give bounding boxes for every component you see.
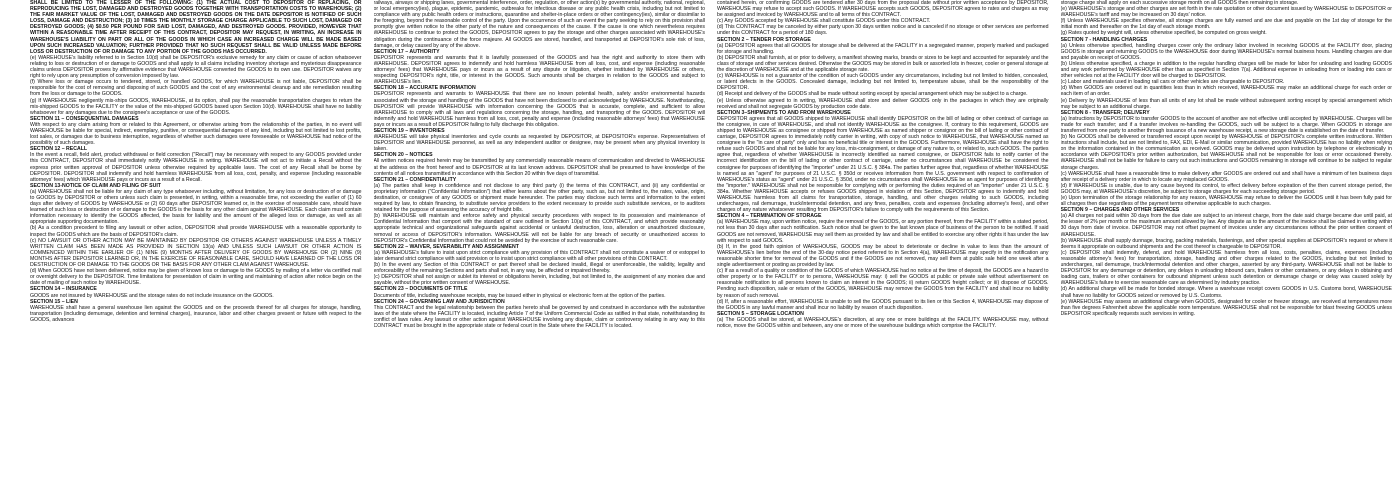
clause-paragraph: (c) DEPOSITOR shall not assign or sublet its interest or obligations herein, including, but not limited to, the assignment of any monies due and payable, without the prior written consent of WAREHOUSE. — [373, 274, 705, 287]
section-heading: SECTION 3–SHIPMENTS TO AND FROM WAREHOUSE — [717, 109, 851, 116]
clause-paragraph: (c) WAREHOUSE is not a guarantor of the condition of such GOODS under any circumstances, including but not limited to hidden, concealed, or latent defects in the GOODS. Concealed damage, including but not limited to, temperature abuse, shall be the responsibility of the DEPOSITOR. — [717, 73, 1049, 92]
clause-paragraph: (c) DEPOSITOR shall indemnify, defend, and hold WAREHOUSE harmless from all loss, costs, penalties, claims, expenses (including reasonable attorney's fees) for transportation, storage, handling and other charges related to the GOODS, including but not limited to undercharges, rail demurrage, truck/intermodal detention and other charges, asserted by any third-party. WAREHOUSE shall not be liable to DEPOSITOR for any demurrage or detention, any delays in unloading inbound cars, trailers or other containers, or any delays in obtaining and loading cars, trailers or other containers for outbound shipment unless such detention or demurrage charge or delay was caused solely by WAREHOUSE's failure to exercise reasonable care as determined by industry practice. — [1060, 249, 1392, 287]
terms-column-4 — [1061, 0, 1393, 500]
section-heading: SECTION 5 – STORAGE LOCATION — [717, 310, 804, 317]
clause-paragraph: (b) In the event any Section of this CONTRACT or part thereof shall be declared invalid, illegal or unenforceable, the validity, legality and enforceability of the remaining Sections and parts shall not, in any way, be affected or impaired thereby. — [373, 262, 705, 275]
terms-column-2 — [374, 0, 706, 500]
section-heading: SECTION 15 – LIEN — [30, 298, 78, 305]
section-heading: SECTION 22 – WAIVER, SEVERABILITY AND ASSIGNMENT — [373, 243, 519, 250]
terms-column-3 — [717, 0, 1049, 500]
clause-paragraph: railways, airways or shipping lanes, governmental interference, order, regulation, or other action(s) by governmental authority, national, regional, or local emergency(ies), plague, epidemic, pandemic, outbreaks for infectious disease or any public health crisis, including but not limited to compliance with any public health orders or instructions, quarantine and shelter-in-place orders or other contingency(ies), similar or dissimilar to the foregoing, beyond the reasonable control of the party. Upon the occurrence of such an event the party seeking to rely on this provision shall promptly give written notice to the other party of the nature and consequences of the cause. If the cause is one which nevertheless requires WAREHOUSE to continue to protect the GOODS, DEPOSITOR agrees to pay the storage and other charges associated with WAREHOUSE's obligation during the continuance of the force majeure. All GOODS are stored, handled, and transported at DEPOSITOR's sole risk of loss, damage, or delay caused by any of the above. — [373, 0, 705, 49]
clause-paragraph: (a) WAREHOUSE may, upon written notice, require the removal of the GOODS, or any portion thereof, from the FACILITY within a stated period, not less than 30 days after such notification. Such notice shall be given to the last known place of business of the person to be notified. If said GOODS are not removed, WAREHOUSE may sell them as provided by law and shall be entitled to exercise any other rights it has under the law with respect to said GOODS. — [717, 219, 1049, 244]
clause-paragraph: (c) Any GOODS accepted by WAREHOUSE shall constitute GOODS under this CONTRACT. — [717, 18, 931, 25]
clause-paragraph: (b) WAREHOUSE will maintain and enforce safety and physical security procedures with respect to its possession and maintenance of Confidential Information that comport with the standard of care outlined in Section 10(a) of this CONTRACT, and which provide reasonably appropriate technical and organizational safeguards against accidental or unlawful destruction, loss, alteration or unauthorized disclosure, removal or access of DEPOSITOR's information. WAREHOUSE will not be liable for any breach of security or unauthorized access to DEPOSITOR's Confidential Information that could not be avoided by the exercise of such reasonable care. — [373, 213, 705, 244]
clause-paragraph: (d) When GOODS have not been delivered, notice may be given of known loss or damage to the GOODS by mailing of a letter via certified mail or overnight delivery to the DEPOSITOR. Time limitations for presentation of claim in writing and maintaining of action after notice begin on the date of mailing of such notice by WAREHOUSE. — [30, 268, 362, 287]
section-heading: SECTION 2 – TENDER FOR STORAGE — [717, 36, 811, 43]
section-heading: SECTION 23 – DOCUMENTS OF TITLE — [373, 286, 468, 293]
clause-paragraph: contained herein, or confirming GOODS are tendered after 30 days from the proposal date without prior written acceptance by DEPOSITOR, WAREHOUSE may refuse to accept such GOODS. If WAREHOUSE accepts such GOODS, DEPOSITOR agrees to rates and charges as may be assigned and invoiced by WAREHOUSE and to all terms of this CONTRACT. — [717, 0, 1049, 19]
clause-paragraph: (f) Unless WAREHOUSE specifies otherwise, all storage charges are fully earned and are due and payable on the 1st day of storage for the initial month and thereafter on the 1st day of each storage month. — [1060, 18, 1392, 31]
clause-paragraph: DEPOSITOR represents and warrants that it is lawfully possessed of the GOODS and has the right and authority to store them with WAREHOUSE. DEPOSITOR agrees to indemnify and hold harmless WAREHOUSE from all loss, cost, and expense (including reasonable attorneys' fees) that WAREHOUSE pays or incurs as a result of any dispute or litigation, whether instituted by WAREHOUSE or others, respecting DEPOSITOR's right, title, or interest in the GOODS. Such amounts shall be charges in relation to the GOODS and subject to WAREHOUSE's lien. — [373, 54, 705, 86]
liability-limit-clause: SHALL BE LIMITED TO THE LESSER OF THE FOLLOWING: (1) THE ACTUAL COST TO DEPOSITOR OF REPLACING, OR REPRODUCING THE LOST, DAMAGED AND DESTROYED GOODS TOGETHER WITH TRANSPORTATION COSTS TO WAREHOUSE; (2) THE FAIR MARKET VALUE OF THE LOST, DAMAGED AND DESTROYED GOODS ON THE DATE DEPOSITOR IS NOTIFIED OF SUCH LOSS, DAMAGE AND DESTRUCTION; (3) 10 TIMES THE MONTHLY STORAGE CHARGE APPLICABLE TO SUCH LOST, DAMAGED OR DESTROYED GOODS; (4) $0.50 PER POUND FOR SAID LOST, DAMAGED, AND DESTROYED GOODS. PROVIDED, HOWEVER THAT WITHIN A REASONABLE TIME AFTER RECEIPT OF THIS CONTRACT, DEPOSITOR MAY REQUEST, IN WRITING, AN INCREASE IN WAREHOUSE'S LIABILITY ON PART OR ALL OF THE GOODS IN WHICH CASE AN INCREASED CHARGE WILL BE MADE BASED UPON SUCH INCREASED VALUATION; FURTHER PROVIDED THAT NO SUCH REQUEST SHALL BE VALID UNLESS MADE BEFORE LOSS OR DESTRUCTION OF OR DAMAGE TO ANY PORTION OF THE GOODS HAS OCCURRED. — [30, 0, 362, 55]
clause-paragraph: (d) If, after a reasonable effort, WAREHOUSE is unable to sell the GOODS pursuant to its lien or this Section 4, WAREHOUSE may dispose of the GOODS in any lawful manner and shall incur no liability by reason of such disposition. — [717, 298, 1049, 311]
clause-paragraph: (d) If WAREHOUSE is unable, due to any cause beyond its control, to effect delivery before expiration of the then current storage period, the GOODS may, at WAREHOUSE's discretion, be subject to storage charges for each succeeding storage period. — [1060, 182, 1392, 195]
clause-paragraph: DEPOSITOR represents and warrants to WAREHOUSE that there are no known potential health, safety and/or environmental hazards associated with the storage and handling of the GOODS that have not been disclosed to and acknowledged by WAREHOUSE. Notwithstanding, DEPOSITOR will provide WAREHOUSE with information concerning the GOODS that is accurate, complete, and sufficient to allow WAREHOUSE to comply with all laws and regulations concerning the storage, handling, and transporting of the GOODS. DEPOSITOR will indemnify and hold WAREHOUSE harmless from all loss, cost, penalty and expense (including reasonable attorneys' fees) that WAREHOUSE pays or incurs as a result of DEPOSITOR failing to fully discharge this obligation. — [373, 91, 705, 128]
clause-paragraph: All written notices required herein may be transmitted by any commercially reasonable means of communication and directed to WAREHOUSE at the address on the front hereof and to DEPOSITOR at its last known address. DEPOSITOR shall be presumed to have knowledge of the contents of all notices transmitted in accordance with this Section 20 within five days of transmittal. — [373, 158, 705, 177]
section-heading: SECTION 20 – NOTICES — [373, 152, 433, 159]
section-heading: SECTION 12 – RECALL — [30, 146, 88, 153]
section-heading: SECTION 9 – CHARGES AND OTHER SERVICES — [1060, 207, 1180, 214]
clause-paragraph: (b) Unless otherwise specified, a charge in addition to the regular handling charges will be made for labor for unloading and loading GOODS and any work performed by WAREHOUSE other than as specified in Section 7(a). Additional expense in unloading from or loading into cars or other vehicles not at the FACILITY door will be charged to DEPOSITOR. — [1060, 60, 1392, 80]
clause-paragraph: (d) Receipt and delivery of the GOODS shall be made without sorting except by special arrangement which may be subject to a charge. — [717, 91, 1028, 98]
clause-paragraph: (d) This CONTRACT may be canceled by either party upon 30 days written notice and is canceled if no storage or other services are performed under this CONTRACT for a period of 180 days. — [717, 24, 1049, 37]
clause-paragraph: (c) NO LAWSUIT OR OTHER ACTION MAY BE MAINTAINED BY DEPOSITOR OR OTHERS AGAINST WAREHOUSE UNLESS A TIMELY WRITTEN CLAIM HAS BEEN MADE AS PROVIDED IN SECTION 13(a) AND UNLESS SUCH LAWSUIT OR OTHER ACTION IS COMMENCED WITHIN THE EARLIER OF (1) NINE (9) MONTHS AFTER DELIVERY OF GOODS BY WAREHOUSE OR (2) NINE (9) MONTHS AFTER DEPOSITOR LEARNED OR, IN THE EXERCISE OF REASONABLE CARE, SHOULD HAVE LEARNED OF THE LOSS OR DESTRUCTION OF OR DAMAGE TO THE GOODS OR THE BASIS FOR ANY OTHER CLAIM AGAINST WAREHOUSE. — [30, 237, 362, 269]
clause-paragraph: Documents of title, including warehouse receipts, may be issued either in physical or electronic form at the option of the parties. — [373, 292, 666, 299]
clause-paragraph: (g) If WAREHOUSE negligently mis-ships GOODS, WAREHOUSE, at its option, shall pay the reasonable transportation charges to return the mis-shipped GOODS to the FACILITY or the value of the mis-shipped GOODS based upon Section 10(d). WAREHOUSE shall have no liability whatsoever for any damages due to the consignee's acceptance or use of the GOODS. — [30, 97, 362, 116]
clause-paragraph: (c) If as a result of a quality or condition of the GOODS of which WAREHOUSE had no notice at the time of deposit, the GOODS are a hazard to other property or to the FACILITY or to persons, WAREHOUSE may: i) sell the GOODS at public or private sale without advertisement on reasonable notification to all persons known to claim an interest in the GOODS; ii) return GOODS freight collect; or iii) dispose of GOODS. Pending such disposition, sale or return of the GOODS, WAREHOUSE may remove the GOODS from the FACILITY and shall incur no liability by reason of such removal. — [717, 268, 1049, 299]
section-heading: SECTION 4 – TERMINATION OF STORAGE — [717, 213, 822, 220]
clause-paragraph: (e) WAREHOUSE may assess an additional charge when GOODS, designated for cooler or freezer storage, are received at temperatures more than five degrees Fahrenheit above the applicable room temperature. WAREHOUSE shall not be responsible for blast freezing GOODS unless DEPOSITOR specifically requests such services in writing. — [1060, 298, 1392, 317]
section-heading: SECTION 24 – GOVERNING LAW AND JURISDICTION — [373, 298, 505, 305]
clause-paragraph: (e) Unless otherwise agreed to in writing, WAREHOUSE shall store and deliver GOODS only in the packages in which they are originally received and shall not segregate GOODS by production code date. — [717, 97, 1049, 110]
clause-paragraph: (d) An additional charge will be made for bonded storage. Where a warehouse receipt covers GOODS in U.S. Customs bond, WAREHOUSE shall have no liability for GOODS seized or removed by U.S. Customs. — [1060, 286, 1392, 299]
clause-paragraph: With respect to any claim arising from or related to this Agreement, or otherwise arising from the relationship of the parties, in no event will WAREHOUSE be liable for special, indirect, exemplary, punitive, or consequential damages of any kind, including but not limited to lost profits, lost sales, or damages due to business interruption, regardless of whether such damages were foreseeable or WAREHOUSE had notice of the possibility of such damages. — [30, 121, 362, 147]
clause-paragraph: In the event a recall, field alert, product withdrawal or field correction ("Recall") may be necessary with respect to any GOODS provided under this CONTRACT, DEPOSITOR shall immediately notify WAREHOUSE in writing. WAREHOUSE will not act to initiate a Recall without the express prior written approval of DEPOSITOR unless otherwise required by applicable laws. The cost of any Recall shall be borne by DEPOSITOR. DEPOSITOR shall indemnify and hold harmless WAREHOUSE from all loss, cost, penalty, and expense (including reasonable attorneys' fees) which WAREHOUSE pays or incurs as a result of a Recall. — [30, 152, 362, 183]
clause-paragraph: (b) No GOODS shall be delivered or transferred except upon receipt by WAREHOUSE of DEPOSITOR's complete written instructions. Written instructions shall include, but are not limited to, FAX, EDI, E-Mail or similar communication, provided WAREHOUSE has no liability when relying on the information contained in the communication as received. GOODS may be delivered upon instruction by telephone or electronically in accordance with DEPOSITOR's prior written authorization, but WAREHOUSE shall not be responsible for loss or error occasioned thereby. WAREHOUSE shall not be liable for failure to carry out such instructions and GOODS remaining in storage will continue to be subject to regular storage charges. — [1060, 134, 1392, 171]
clause-paragraph: (b) DEPOSITOR shall furnish, at or prior to delivery, a manifest showing marks, brands or sizes to be kept and accounted for separately and the class of storage and other services desired. Otherwise the GOODS may be stored in bulk or assorted lots in freezer, cooler or general storage at the discretion of WAREHOUSE and at the applicable storage rate. — [717, 54, 1049, 74]
clause-paragraph: (a) Instructions by DEPOSITOR to transfer GOODS to the account of another are not effective until accepted by WAREHOUSE. Charges will be made for each transfer; and if a transfer involves re-handling the GOODS, such will be subject to a charge. When GOODS in storage are transferred from one party to another through issuance of a new warehouse receipt, a new storage date is established on the date of transfer. — [1060, 115, 1392, 134]
clause-paragraph: (b) As a condition precedent to filing any lawsuit or other action, DEPOSITOR shall provide WAREHOUSE with a reasonable opportunity to inspect the GOODS which are the basis of DEPOSITOR's claim. — [30, 225, 362, 238]
section-heading: SECTION 18 – ACCURATE INFORMATION — [373, 85, 476, 92]
clause-paragraph: (e) WAREHOUSE's liability referred to in Section 10(d) shall be DEPOSITOR's exclusive remedy for any claim or cause of action whatsoever relating to loss or destruction of or damage to GOODS and shall apply to all claims including inventory shortage and mysterious disappearance claims unless DEPOSITOR proves by affirmative evidence that WAREHOUSE converted the GOODS to its own use. DEPOSITOR waives any right to rely upon any presumption of conversion imposed by law. — [30, 54, 362, 80]
clause-paragraph: (g) Rates quoted by weight will, unless otherwise specified, be computed on gross weight. — [1060, 30, 1267, 37]
clause-paragraph: (b) WAREHOUSE shall supply dunnage, bracing, packing materials, fastenings, and other special supplies at DEPOSITOR's request or where it deems it appropriate on outbound shipments and the cost thereof is chargeable to DEPOSITOR. — [1060, 237, 1392, 250]
clause-paragraph: (e) WAREHOUSE's storage and other charges are set forth in the rate quotation or other document issued by WAREHOUSE to DEPOSITOR or WAREHOUSE's tariff and may be increased on 30 days' notice. — [1060, 6, 1392, 19]
clause-paragraph: DEPOSITOR agrees that all GOODS shipped to WAREHOUSE shall identify DEPOSITOR on the bill of lading or other contract of carriage as the consignee, in care of WAREHOUSE, and shall not identify WAREHOUSE as the consignee. If, contrary to this requirement, GOODS are shipped to WAREHOUSE as consignee or shipped from WAREHOUSE as named shipper or consignor on the bill of lading or other contract of carriage, DEPOSITOR agrees to immediately notify carrier in writing, with copy of such notice to WAREHOUSE, that WAREHOUSE named as consignee is the "in care of party" only and has no beneficial title or interest in the GOODS. Furthermore, WAREHOUSE shall have the right to refuse such GOODS and shall not be liable for any loss, mis-consignment, or damage of any nature to, or related to, such GOODS. The parties agree that, regardless of whether WAREHOUSE is incorrectly identified as named consignee, or DEPOSITOR fails to notify carrier of the incorrect identification on the bill of lading or other contract of carriage, under no circumstances shall WAREHOUSE be considered the consignee for purposes of identifying the "importer" under 21 U.S.C. § 384a. The parties further agree that, regardless of whether WAREHOUSE is named as an "agent" for purposes of 21 U.S.C. § 350d or receives information from the U.S. government with respect to confirmation of WAREHOUSE's status as "agent" under 21 U.S.C. § 350d, under no circumstances shall WAREHOUSE be an agent for purposes of identifying the "importer." WAREHOUSE shall not be responsible for complying with or performing the duties required of an "importer" under 21 U.S.C. § 384a. Whether WAREHOUSE accepts or refuses GOODS shipped in violation of this Section, DEPOSITOR agrees to indemnify and hold WAREHOUSE harmless from all claims for transportation, storage, handling, and other charges relating to such GOODS, including undercharges, rail demurrage, truck/intermodal detention, and any fines, penalties, costs and expenses (including attorney's fees), and other charges of any nature whatsoever resulting from DEPOSITOR's failure to comply with the requirements of this Section. — [717, 115, 1049, 214]
clause-paragraph: (e) Delivery by WAREHOUSE of less than all units of any lot shall be made without subsequent sorting except by special arrangement which may be subject to an additional charge. — [1060, 97, 1392, 110]
clause-paragraph: WAREHOUSE shall have a general warehouse lien against the GOODS and on the proceeds thereof for all charges for storage, handling, transportation (including demurrage, detention and terminal charges), insurance, labor and other charges present or future with respect to the GOODS, advances — [30, 304, 362, 323]
clause-paragraph: (a) The GOODS shall be stored, at WAREHOUSE's discretion, at any one or more buildings at the FACILITY. WAREHOUSE may, without notice, move the GOODS within and between, any one or more of the warehouse buildings which comprise the FACILITY. — [717, 316, 1049, 329]
clause-paragraph: (f) Where loss or damage occurs to tendered, stored, or handled GOODS, for which WAREHOUSE is not liable, DEPOSITOR shall be responsible for the cost of removing and disposing of such GOODS and the cost of any environmental cleanup and site remediation resulting from the loss or damage to the GOODS. — [30, 79, 362, 98]
section-heading: SECTION 13-NOTICE OF CLAIM AND FILING OF SUIT — [30, 182, 161, 189]
section-heading: SECTION 7 - HANDLING CHARGES — [1060, 36, 1148, 43]
clause-paragraph: (a) DEPOSITOR agrees that all GOODS for storage shall be delivered at the FACILITY in a segregated manner, properly marked and packaged for storage and handling. — [717, 42, 1049, 55]
clause-paragraph: (a) The parties shall keep in confidence and not disclose to any third party (i) the terms of this CONTRACT, and (ii) any confidential or proprietary information ("Confidential Information") that either learns about the other party, such as, but not limited to, the rates, value, origin, destination, or consignee of any GOODS or shipment made hereunder. The parties may disclose such terms and information to the extent required by law, to obtain financing, to substitute service providers to the extent necessary to provide such substitute services, or to auditors retained for the purpose of assessing the accuracy of freight bills. — [373, 182, 705, 214]
clause-paragraph: (a) Unless otherwise specified, handling charges cover only the ordinary labor involved in receiving GOODS at the FACILITY door, placing GOODS in storage and returning GOODS to the WAREHOUSE door during WAREHOUSE's normal business hours. Handling charges are due and payable on receipt of GOODS. — [1060, 42, 1392, 61]
section-heading: SECTION 19 – INVENTORIES — [373, 127, 445, 134]
clause-paragraph: (c) Labor and materials used in loading rail cars or other vehicles are chargeable to DEPOSITOR. — [1060, 79, 1285, 86]
clause-paragraph: (a) All charges not paid within 30 days from the due date are subject to an interest charge, from the date said charge became due until paid, at the lesser of 2% per month or the maximum amount allowed by law. Any dispute as to the amount of the invoice shall be claimed in writing within 30 days from date of invoice. DEPOSITOR may not offset payment of invoices under any circumstances without the prior written consent of WAREHOUSE. — [1060, 213, 1392, 238]
clause-paragraph: GOODS are not insured by WAREHOUSE and the storage rates do not include insurance on the GOODS. — [30, 292, 274, 299]
clause-paragraph: storage charge shall apply on each successive storage month on all GOODS then remaining in storage. — [1060, 0, 1299, 6]
clause-paragraph: (a) WAREHOUSE shall not be liable for any claim of any type whatsoever including, without limitation, for any loss or destruction of or damage to GOODS by DEPOSITOR or others unless such claim is presented, in writing, within a reasonable time, not exceeding the earlier of (1) 60 days after delivery of GOODS by WAREHOUSE or (2) 60 days after DEPOSITOR learned or, in the exercise of reasonable care, should have learned of such loss or destruction of or damage to the GOODS is the basis for any other claim against WAREHOUSE. Each claim must contain information necessary to identify the GOODS affected, the basis for liability and the amount of the alleged loss or damage, as well as all appropriate supporting documentation. — [30, 188, 362, 226]
clause-paragraph: (e) Upon termination of the storage relationship for any reason, WAREHOUSE may refuse to deliver the GOODS until it has been fully paid for all charges then due regardless of the payment terms otherwise applicable to such charges. — [1060, 195, 1392, 208]
terms-column-1 — [30, 0, 362, 500]
clause-paragraph: (c) WAREHOUSE shall have a reasonable time to make delivery after GOODS are ordered out and shall have a minimum of ten business days after receipt of a delivery order in which to locate any misplaced GOODS. — [1060, 170, 1392, 183]
section-heading: SECTION 17 – AUTHORITY — [373, 48, 440, 55]
clause-paragraph: (d) When GOODS are ordered out in quantities less than in which received, WAREHOUSE may make an additional charge for each order or each item of an order. — [1060, 85, 1392, 98]
section-heading: SECTION 11 – CONSEQUENTIAL DAMAGES — [30, 115, 139, 122]
section-heading: SECTION 14 – INSURANCE — [30, 286, 97, 293]
section-heading: SECTION 8 - TRANSFER; DELIVERY — [1060, 109, 1150, 116]
clause-paragraph: This CONTRACT and the legal relationship between the parties hereto shall be governed by and construed in accordance with the substantive laws of the state where the FACILITY is located, including Article 7 of the Uniform Commercial Code as ratified in that state, notwithstanding its conflict of laws rules. Any lawsuit or other action against WAREHOUSE involving any dispute, claim or controversy relating in any way to this CONTRACT must be brought in the appropriate state or federal court in the State where the FACILITY is located. — [373, 304, 705, 329]
section-heading: SECTION 21 – CONFIDENTIALITY — [373, 176, 457, 183]
clause-paragraph: (b) If, in the good faith opinion of WAREHOUSE, GOODS may be about to deteriorate or decline in value to less than the amount of WAREHOUSE's lien before the end of the 30-day notice period referred to in Section 4(a), WAREHOUSE may specify in the notification any reasonable shorter time for removal of the GOODS and if the GOODS are not removed, may sell them at public sale held one week after a single advertisement or posting as provided by law. — [717, 243, 1049, 269]
clause-paragraph: WAREHOUSE will take physical inventories and cycle counts as requested by DEPOSITOR, at DEPOSITOR's expense. Representatives of DEPOSITOR and WAREHOUSE personnel, as well as any independent auditor or designee, may be present when any physical inventory is taken. — [373, 134, 705, 153]
clause-paragraph: (a) WAREHOUSE's failure to insist upon strict compliance with any provision of this CONTRACT shall not constitute a waiver of or estoppel to later demand strict compliance with said provision or to insist upon strict compliance with all other provisions of this CONTRACT. — [373, 249, 705, 262]
